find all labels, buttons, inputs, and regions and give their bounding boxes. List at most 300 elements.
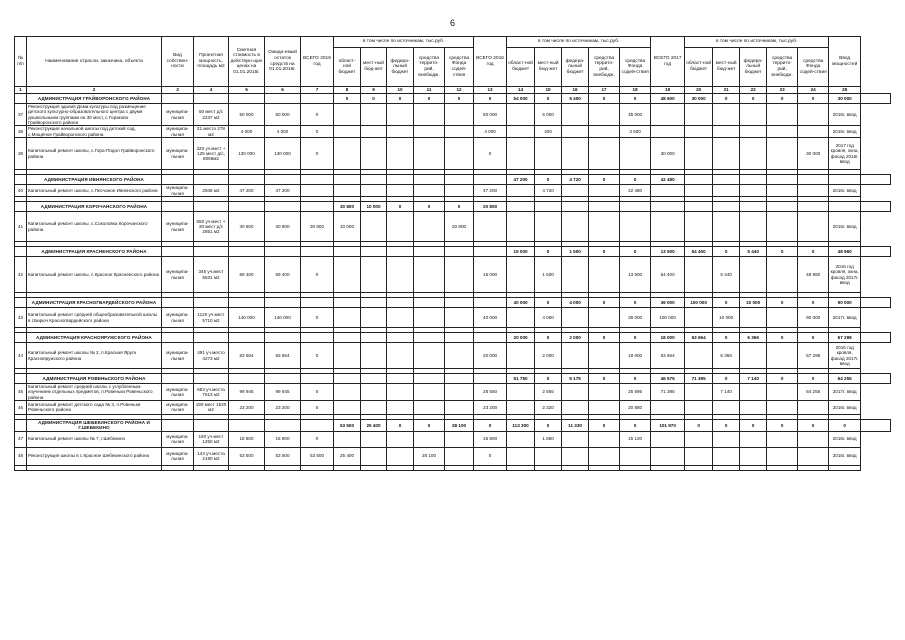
header-no: № п/п <box>15 37 27 87</box>
value-cell <box>162 175 194 185</box>
column-number: 19 <box>651 87 685 94</box>
value-cell <box>194 175 229 185</box>
value-cell: 0 <box>798 298 829 308</box>
value-cell <box>713 185 740 197</box>
value-cell: 0 <box>767 374 798 384</box>
value-cell: 0 <box>798 333 829 343</box>
value-cell <box>589 343 620 369</box>
column-number: 5 <box>229 87 265 94</box>
value-cell: 0 <box>301 384 334 401</box>
value-cell <box>620 212 651 242</box>
input-status: 2016г. ввод <box>829 104 861 126</box>
empty-cell <box>507 465 535 470</box>
value-cell: 10 000 <box>713 308 740 328</box>
section-name: АДМИНИСТРАЦИЯ ШЕБЕКИНСКОГО РАЙОНА И Г.ШЕБЕКИНО <box>27 419 162 431</box>
value-cell <box>589 126 620 138</box>
value-cell: 0 <box>301 126 334 138</box>
value-cell <box>194 202 229 212</box>
value-cell: 30 800 <box>334 202 361 212</box>
column-number: 2 <box>27 87 162 94</box>
value-cell: 16 800 <box>265 431 301 447</box>
value-cell: 23 200 <box>265 400 301 414</box>
empty-cell <box>15 465 27 470</box>
value-cell <box>767 343 798 369</box>
value-cell: 113 300 <box>507 419 535 431</box>
value-cell <box>861 247 891 257</box>
value-cell <box>562 384 589 401</box>
value-cell <box>767 175 798 185</box>
ownership-type: муниципа-льная <box>162 384 194 401</box>
value-cell <box>507 447 535 465</box>
header-source-2-3: федера-льный бюджет <box>562 48 589 87</box>
value-cell: 69 400 <box>229 257 265 293</box>
table-row <box>15 212 891 242</box>
value-cell: 0 <box>474 419 507 431</box>
value-cell <box>445 374 474 384</box>
value-cell <box>414 431 445 447</box>
value-cell <box>713 447 740 465</box>
value-cell: 83 664 <box>265 343 301 369</box>
value-cell: 4 000 <box>474 126 507 138</box>
empty-cell <box>589 465 620 470</box>
value-cell: 140 000 <box>265 308 301 328</box>
section-name: АДМИНИСТРАЦИЯ КРАСНОГВАРДЕЙСКОГО РАЙОНА <box>27 298 162 308</box>
value-cell <box>474 212 507 242</box>
value-cell <box>445 431 474 447</box>
value-cell: 0 <box>767 419 798 431</box>
section-name: АДМИНИСТРАЦИЯ КРАСНЕНСКОГО РАЙОНА <box>27 247 162 257</box>
value-cell <box>562 202 589 212</box>
value-cell: 99 945 <box>265 384 301 401</box>
value-cell <box>334 333 361 343</box>
value-cell <box>301 374 334 384</box>
value-cell: 0 <box>620 419 651 431</box>
value-cell <box>445 343 474 369</box>
header-source-2-2: мест-ный бюд-жет <box>535 48 562 87</box>
value-cell <box>194 374 229 384</box>
value-cell <box>507 343 535 369</box>
value-cell <box>767 126 798 138</box>
value-cell <box>740 308 767 328</box>
header-est-cost: Сметная стоимость в действую-щих ценах на 01.01.2015г. <box>229 37 265 87</box>
input-status: 2016г. ввод <box>829 126 861 138</box>
value-cell <box>334 431 361 447</box>
value-cell <box>414 104 445 126</box>
value-cell <box>740 126 767 138</box>
value-cell <box>361 298 387 308</box>
value-cell: 54 400 <box>651 257 685 293</box>
value-cell <box>767 384 798 401</box>
value-cell <box>589 257 620 293</box>
value-cell: 0 <box>474 138 507 170</box>
section-name: АДМИНИСТРАЦИЯ ГРАЙВОРОНСКОГО РАЙОНА <box>27 94 162 104</box>
value-cell <box>767 400 798 414</box>
value-cell <box>798 400 829 414</box>
value-cell <box>562 212 589 242</box>
value-cell: 400 <box>535 126 562 138</box>
section-name: АДМИНИСТРАЦИЯ КРАСНОЯРУЖСКОГО РАЙОНА <box>27 333 162 343</box>
value-cell: 23 200 <box>474 400 507 414</box>
value-cell: 20 000 <box>507 333 535 343</box>
column-number: 20 <box>685 87 713 94</box>
section-name: АДМИНИСТРАЦИЯ РОВЕНЬСКОГО РАЙОНА <box>27 374 162 384</box>
value-cell <box>829 202 861 212</box>
value-cell <box>685 126 713 138</box>
header-source-1-1: област-ной бюджет <box>334 48 361 87</box>
value-cell: 13 500 <box>651 247 685 257</box>
value-cell <box>740 384 767 401</box>
column-number: 9 <box>361 87 387 94</box>
value-cell <box>651 185 685 197</box>
value-cell <box>562 343 589 369</box>
value-cell: 0 <box>535 247 562 257</box>
header-source-1-5: средства Фонда содей-ствия <box>445 48 474 87</box>
value-cell <box>713 126 740 138</box>
value-cell: 10 000 <box>361 202 387 212</box>
value-cell <box>445 126 474 138</box>
value-cell <box>414 185 445 197</box>
value-cell: 0 <box>713 333 740 343</box>
ownership-type: муниципа-льная <box>162 343 194 369</box>
row-number <box>15 247 27 257</box>
value-cell: 0 <box>474 94 507 104</box>
ownership-type: муниципа-льная <box>162 257 194 293</box>
value-cell: 42 480 <box>651 175 685 185</box>
value-cell <box>334 374 361 384</box>
value-cell: 0 <box>589 94 620 104</box>
input-status: 2016 год кровля, окна, фасад 2017г. ввод <box>829 257 861 293</box>
row-number: 43 <box>15 308 27 328</box>
column-number: 22 <box>740 87 767 94</box>
header-capacity: Проектная мощность, площадь м2 <box>194 37 229 87</box>
ownership-type: муниципа-льная <box>162 431 194 447</box>
value-cell: 2 000 <box>535 343 562 369</box>
empty-cell <box>829 465 861 470</box>
value-cell <box>445 175 474 185</box>
value-cell: 42 480 <box>620 185 651 197</box>
value-cell <box>474 298 507 308</box>
value-cell: 0 <box>740 94 767 104</box>
value-cell <box>798 447 829 465</box>
value-cell: 0 <box>620 333 651 343</box>
value-cell <box>713 400 740 414</box>
capacity: 21 место 278 м2 <box>194 126 229 138</box>
value-cell: 0 <box>387 94 414 104</box>
value-cell <box>651 447 685 465</box>
value-cell <box>562 104 589 126</box>
value-cell <box>507 138 535 170</box>
value-cell: 0 <box>535 419 562 431</box>
value-cell <box>414 384 445 401</box>
value-cell: 18 000 <box>620 343 651 369</box>
value-cell <box>740 104 767 126</box>
value-cell <box>387 447 414 465</box>
value-cell: 0 <box>301 257 334 293</box>
object-name: Реконструкция здания Дома культуры под размещение детского культурно-образовательного центра с двумя дошкольными группами на 30 мест, с.Гораково Грайворонского района <box>27 104 162 126</box>
value-cell <box>861 202 891 212</box>
value-cell <box>414 343 445 369</box>
value-cell <box>507 431 535 447</box>
value-cell <box>361 343 387 369</box>
value-cell <box>507 104 535 126</box>
value-cell: 0 <box>535 94 562 104</box>
column-number: 7 <box>301 87 334 94</box>
value-cell: 0 <box>445 94 474 104</box>
object-name: Капитальный ремонт средней школы с углубленным изучением отдельных предметов, п.Ровеньки Ровеньского района <box>27 384 162 401</box>
value-cell: 28 550 <box>474 384 507 401</box>
row-number <box>15 419 27 431</box>
value-cell <box>562 126 589 138</box>
value-cell <box>387 257 414 293</box>
table-row <box>15 343 891 369</box>
value-cell <box>334 400 361 414</box>
capacity: 320 уч.мест + 125 мест д/с, 8068м2 <box>194 138 229 170</box>
value-cell: 0 <box>713 374 740 384</box>
column-number: 18 <box>620 87 651 94</box>
value-cell: 30 000 <box>685 94 713 104</box>
value-cell <box>387 343 414 369</box>
value-cell: 0 <box>414 202 445 212</box>
value-cell <box>507 126 535 138</box>
value-cell: 5 400 <box>562 94 589 104</box>
table-row <box>15 257 891 293</box>
value-cell <box>229 419 265 431</box>
value-cell <box>414 257 445 293</box>
value-cell <box>798 431 829 447</box>
empty-cell <box>27 465 162 470</box>
value-cell: 54 400 <box>685 247 713 257</box>
value-cell <box>229 247 265 257</box>
value-cell: 30 000 <box>798 138 829 170</box>
value-cell <box>334 185 361 197</box>
header-source-3-3: федера-льный бюджет <box>740 48 767 87</box>
value-cell: 140 000 <box>229 308 265 328</box>
value-cell <box>740 257 767 293</box>
row-number <box>15 94 27 104</box>
value-cell: 0 <box>445 202 474 212</box>
value-cell <box>562 431 589 447</box>
value-cell: 28 100 <box>414 447 445 465</box>
value-cell <box>562 308 589 328</box>
object-name: Капитальный ремонт детского сада № 3, п.Ровеньки Ровеньского района <box>27 400 162 414</box>
value-cell <box>162 419 194 431</box>
value-cell <box>194 419 229 431</box>
value-cell <box>414 175 445 185</box>
value-cell <box>445 104 474 126</box>
value-cell <box>861 94 891 104</box>
value-cell: 30 800 <box>265 212 301 242</box>
object-name: Реконструкция начальной школы под детский сад, с.Мощёное Грайворонского района <box>27 126 162 138</box>
value-cell <box>265 202 301 212</box>
value-cell: 0 <box>301 343 334 369</box>
value-cell <box>685 138 713 170</box>
value-cell: 20 880 <box>620 400 651 414</box>
header-source-2-4: средства террито-рий, внебюдж. <box>589 48 620 87</box>
value-cell <box>387 384 414 401</box>
value-cell: 2 855 <box>535 384 562 401</box>
empty-cell <box>713 465 740 470</box>
header-group-3: в том числе по источникам, тыс.руб. <box>685 37 829 48</box>
value-cell: 15 000 <box>507 247 535 257</box>
value-cell <box>334 384 361 401</box>
empty-cell <box>162 465 194 470</box>
value-cell: 0 <box>767 298 798 308</box>
value-cell <box>301 185 334 197</box>
value-cell <box>713 431 740 447</box>
value-cell <box>387 138 414 170</box>
capacity: 2948 м2 <box>194 185 229 197</box>
value-cell: 36 000 <box>651 298 685 308</box>
value-cell <box>445 138 474 170</box>
value-cell <box>861 333 891 343</box>
value-cell <box>589 185 620 197</box>
object-name: Капитальный ремонт школы, с.Песчаное Ивнянского района <box>27 185 162 197</box>
table-row <box>15 400 891 414</box>
value-cell <box>194 333 229 343</box>
column-number: 23 <box>767 87 798 94</box>
value-cell: 4 000 <box>265 126 301 138</box>
value-cell <box>535 212 562 242</box>
value-cell: 20 800 <box>474 202 507 212</box>
value-cell <box>685 104 713 126</box>
input-status: 2016г. ввод <box>829 185 861 197</box>
value-cell: 48 600 <box>651 94 685 104</box>
value-cell: 51 750 <box>507 374 535 384</box>
value-cell: 4 000 <box>562 298 589 308</box>
value-cell <box>767 308 798 328</box>
value-cell <box>301 333 334 343</box>
object-name: Капитальный ремонт школы № 7, г.Шебекино <box>27 431 162 447</box>
value-cell: 40 000 <box>507 298 535 308</box>
value-cell <box>301 202 334 212</box>
column-number: 17 <box>589 87 620 94</box>
value-cell <box>651 104 685 126</box>
value-cell: 16 800 <box>474 431 507 447</box>
value-cell <box>445 257 474 293</box>
value-cell <box>589 384 620 401</box>
value-cell <box>589 447 620 465</box>
empty-cell <box>474 465 507 470</box>
capacity: 190 мест 1530 м2 <box>194 400 229 414</box>
value-cell: 47 200 <box>474 185 507 197</box>
value-cell: 130 000 <box>265 138 301 170</box>
input-status: 2017г. ввод <box>829 308 861 328</box>
section-row <box>15 374 891 384</box>
value-cell: 7 140 <box>740 374 767 384</box>
empty-cell <box>740 465 767 470</box>
empty-cell <box>229 465 265 470</box>
value-cell <box>334 126 361 138</box>
value-cell: 36 000 <box>620 308 651 328</box>
value-cell: 0 <box>740 419 767 431</box>
column-number: 8 <box>334 87 361 94</box>
value-cell: 0 <box>301 104 334 126</box>
spacer-row <box>15 465 891 470</box>
value-cell <box>361 333 387 343</box>
value-cell: 0 <box>767 247 798 257</box>
value-cell <box>562 138 589 170</box>
section-row <box>15 202 891 212</box>
page-number: 6 <box>449 18 455 28</box>
value-cell <box>713 212 740 242</box>
header-source-1-4: средства террито-рий, внебюдж. <box>414 48 445 87</box>
value-cell <box>334 343 361 369</box>
value-cell: 100 000 <box>685 298 713 308</box>
value-cell <box>740 400 767 414</box>
value-cell <box>740 175 767 185</box>
value-cell <box>685 257 713 293</box>
empty-cell <box>685 465 713 470</box>
value-cell <box>798 185 829 197</box>
value-cell <box>767 185 798 197</box>
value-cell: 4 000 <box>229 126 265 138</box>
value-cell: 50 000 <box>474 104 507 126</box>
value-cell <box>445 447 474 465</box>
value-cell: 7 140 <box>713 384 740 401</box>
value-cell <box>740 431 767 447</box>
value-cell: 30 800 <box>229 212 265 242</box>
header-source-1-3: федера-льный бюджет <box>387 48 414 87</box>
value-cell <box>334 308 361 328</box>
value-cell: 15 000 <box>474 257 507 293</box>
value-cell <box>798 104 829 126</box>
header-source-3-4: средства террито-рий, внебюдж. <box>767 48 798 87</box>
section-name: АДМИНИСТРАЦИЯ КОРОЧАНСКОГО РАЙОНА <box>27 202 162 212</box>
value-cell <box>620 447 651 465</box>
value-cell <box>414 247 445 257</box>
value-cell: 20 800 <box>445 212 474 242</box>
value-cell: 1 500 <box>535 257 562 293</box>
value-cell <box>194 298 229 308</box>
value-cell: 6 366 <box>740 333 767 343</box>
value-cell: 3 600 <box>620 126 651 138</box>
value-cell <box>474 374 507 384</box>
value-cell <box>334 247 361 257</box>
value-cell: 13 500 <box>620 257 651 293</box>
empty-cell <box>301 465 334 470</box>
row-number: 47 <box>15 431 27 447</box>
value-cell <box>301 94 334 104</box>
value-cell <box>445 185 474 197</box>
value-cell: 69 400 <box>265 257 301 293</box>
value-cell <box>507 384 535 401</box>
value-cell: 6 366 <box>713 343 740 369</box>
row-number <box>15 333 27 343</box>
capacity: 491 уч.место 4273 м2 <box>194 343 229 369</box>
value-cell <box>740 202 767 212</box>
value-cell <box>535 447 562 465</box>
investment-table <box>14 36 891 471</box>
value-cell <box>229 94 265 104</box>
value-cell <box>194 94 229 104</box>
row-number: 38 <box>15 126 27 138</box>
header-name: Наименование отрасли, заказчика, объекта <box>27 37 162 87</box>
value-cell <box>445 247 474 257</box>
column-number: 11 <box>414 87 445 94</box>
value-cell <box>798 175 829 185</box>
value-cell <box>301 247 334 257</box>
value-cell: 48 960 <box>829 247 861 257</box>
value-cell: 15 120 <box>620 431 651 447</box>
value-cell <box>265 94 301 104</box>
value-cell <box>361 185 387 197</box>
capacity: 663 уч.места 7613 м2 <box>194 384 229 401</box>
empty-cell <box>562 465 589 470</box>
column-number: 12 <box>445 87 474 94</box>
value-cell: 0 <box>301 138 334 170</box>
value-cell: 63 664 <box>685 333 713 343</box>
value-cell: 23 200 <box>229 400 265 414</box>
